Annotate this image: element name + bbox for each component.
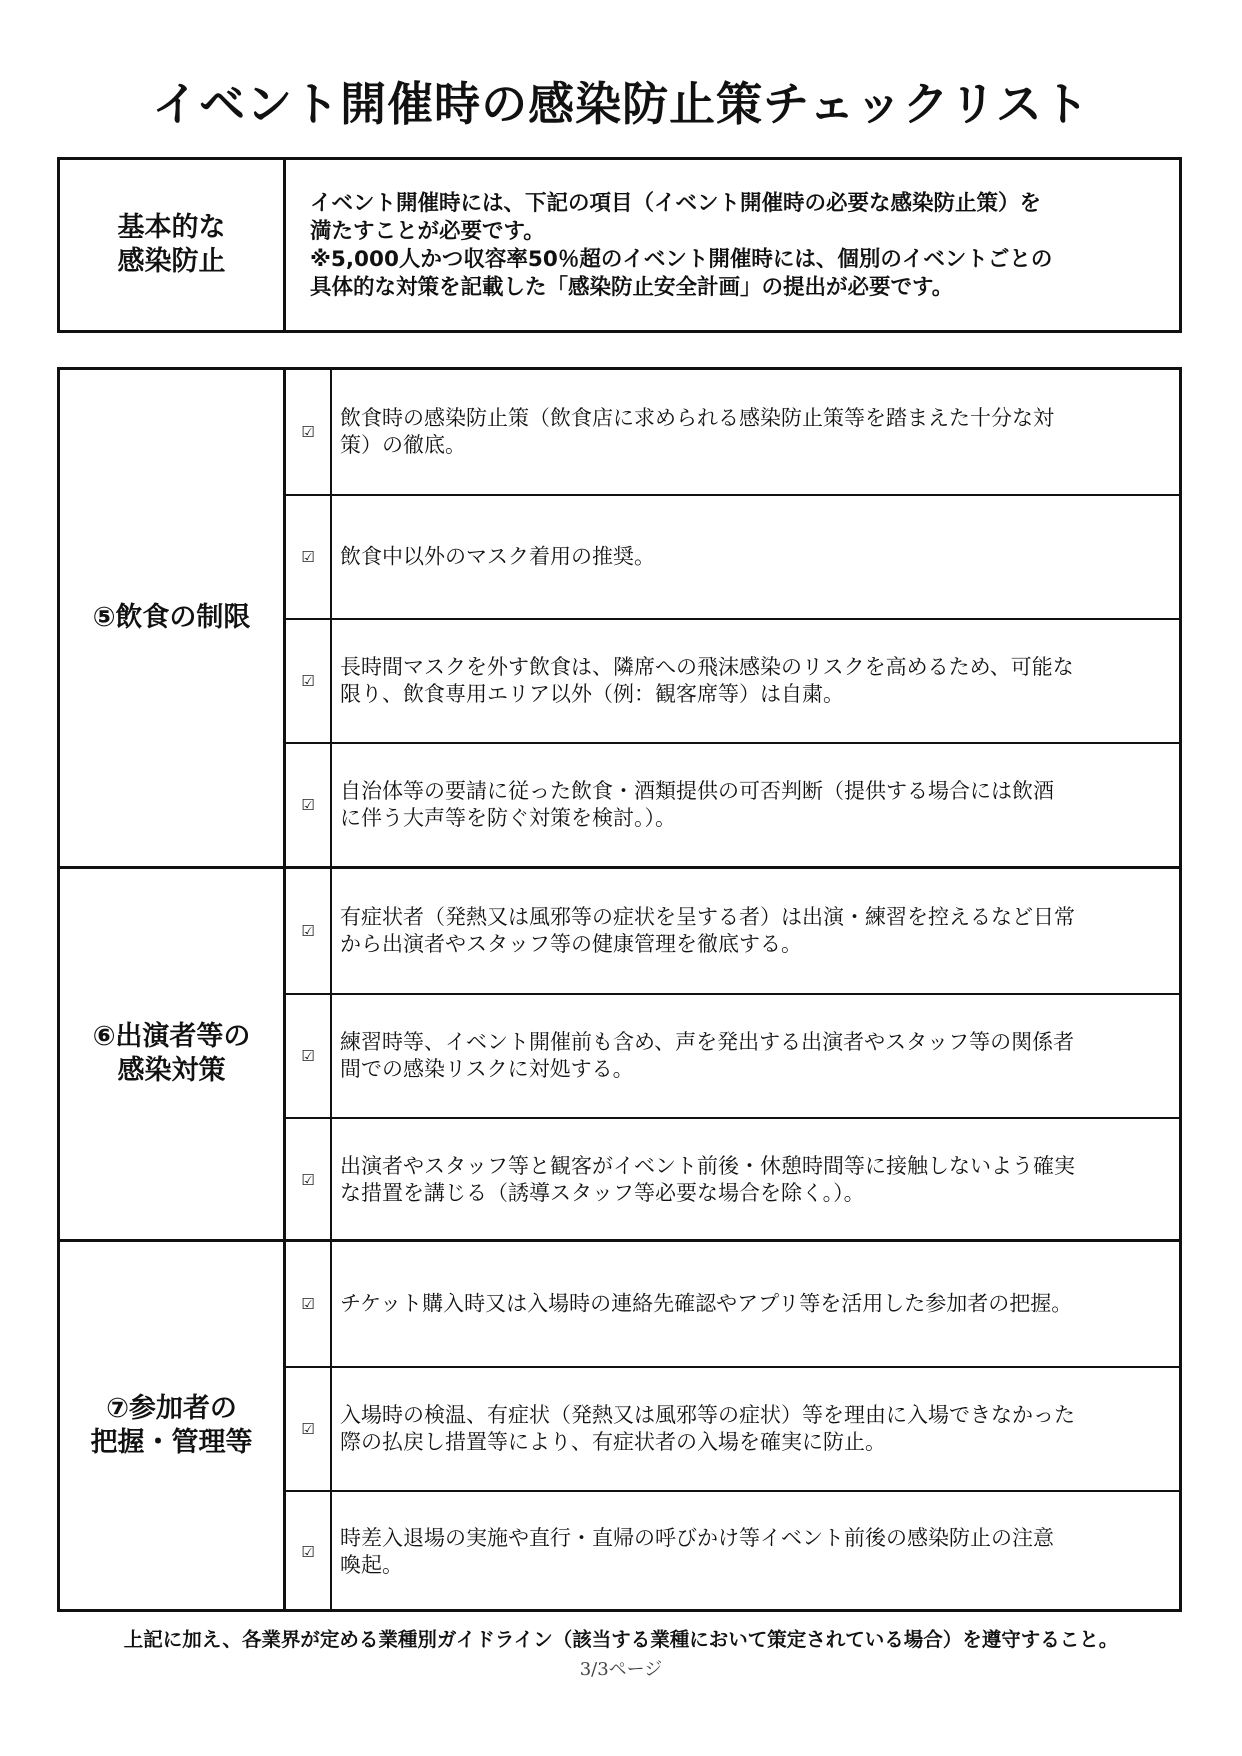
page-number: 3/3ページ (579, 1659, 663, 1680)
item-text-line: 時差入退場の実施や直行・直帰の呼びかけ等イベント前後の感染防止の注意 (340, 1526, 1054, 1550)
section-label (60, 869, 286, 1239)
basic-text-line: 満たすことが必要です。 (310, 219, 545, 244)
item-text-line: チケット購入時又は入場時の連絡先確認やアプリ等を活用した参加者の把握。 (340, 1291, 1073, 1316)
item-text (340, 904, 1175, 958)
checkbox-icon[interactable]: ☑ (301, 1046, 315, 1065)
item-text-line: に伴う大声等を防ぐ対策を検討。）。 (340, 806, 676, 830)
basic-measures-label (60, 160, 286, 330)
footer-note: 上記に加え、各業界が定める業種別ガイドライン（該当する業種において策定されている場合）を遵守すること。 (123, 1628, 1119, 1651)
item-text-line: 出演者やスタッフ等と観客がイベント前後・休憩時間等に接触しないよう確実 (340, 1154, 1075, 1178)
checkbox-cell[interactable] (286, 620, 332, 742)
checklist-item (286, 1490, 1179, 1612)
basic-measures-box (57, 157, 1182, 333)
checklist-item (286, 1366, 1179, 1490)
checkbox-cell[interactable] (286, 1492, 332, 1612)
item-text (340, 1525, 1175, 1579)
item-text (340, 1029, 1175, 1083)
checkbox-cell[interactable] (286, 995, 332, 1117)
item-text-line: 間での感染リスクに対処する。 (340, 1057, 634, 1081)
basic-measures-text (310, 190, 1170, 302)
basic-text-line: イベント開催時には、下記の項目（イベント開催時の必要な感染防止策）を (310, 191, 1042, 216)
item-text-line: 飲食時の感染防止策（飲食店に求められる感染防止策等を踏まえた十分な対 (340, 406, 1054, 430)
item-text-line: 有症状者（発熱又は風邪等の症状を呈する者）は出演・練習を控えるなど日常 (340, 905, 1075, 929)
item-text-line: な措置を講じる（誘導スタッフ等必要な場合を除く。）。 (340, 1181, 865, 1205)
item-text (340, 1291, 1175, 1318)
checklist-table (57, 367, 1182, 1612)
basic-text-line: 具体的な対策を記載した「感染防止安全計画」の提出が必要です。 (310, 275, 954, 300)
checkbox-icon[interactable]: ☑ (301, 795, 315, 814)
checklist-item (286, 742, 1179, 866)
checklist-item (286, 1117, 1179, 1241)
checkbox-icon[interactable]: ☑ (301, 1294, 315, 1313)
item-text-line: 飲食中以外のマスク着用の推奨。 (340, 544, 655, 569)
checkbox-cell[interactable] (286, 496, 332, 618)
checklist-item (286, 993, 1179, 1117)
item-text-line: から出演者やスタッフ等の健康管理を徹底する。 (340, 932, 802, 956)
item-text (340, 654, 1175, 708)
page-title: イベント開催時の感染防止策チェックリスト (152, 77, 1090, 131)
basic-text-line: ※5,000人かつ収容率50％超のイベント開催時には、個別のイベントごとの (310, 247, 1053, 272)
checklist-item (286, 370, 1179, 494)
checkbox-cell[interactable] (286, 1368, 332, 1490)
section-label-line: ⑦参加者の (106, 1392, 237, 1424)
item-text-line: 策）の徹底。 (340, 433, 466, 457)
checkbox-icon[interactable]: ☑ (301, 422, 315, 441)
checkbox-icon[interactable]: ☑ (301, 671, 315, 690)
item-text-line: 際の払戻し措置等により、有症状者の入場を確実に防止。 (340, 1430, 886, 1454)
checkbox-cell[interactable] (286, 370, 332, 494)
item-text (340, 1402, 1175, 1456)
basic-label-line: 感染防止 (117, 246, 226, 277)
item-text-line: 自治体等の要請に従った飲食・酒類提供の可否判断（提供する場合には飲酒 (340, 779, 1054, 803)
section-label (60, 1242, 286, 1609)
item-text-line: 練習時等、イベント開催前も含め、声を発出する出演者やスタッフ等の関係者 (340, 1030, 1075, 1054)
checkbox-cell[interactable] (286, 869, 332, 993)
checkbox-icon[interactable]: ☑ (301, 547, 315, 566)
basic-label-line: 基本的な (117, 212, 226, 243)
item-text-line: 限り、飲食専用エリア以外（例：観客席等）は自粛。 (340, 682, 844, 706)
item-text-line: 入場時の検温、有症状（発熱又は風邪等の症状）等を理由に入場できなかった (340, 1403, 1075, 1427)
section-performer-measures (60, 866, 1179, 1239)
section-label (60, 370, 286, 866)
item-text (340, 778, 1175, 832)
item-text (340, 1153, 1175, 1207)
checkbox-icon[interactable]: ☑ (301, 1542, 315, 1561)
item-text-line: 長時間マスクを外す飲食は、隣席への飛沫感染のリスクを高めるため、可能な (340, 655, 1074, 679)
checkbox-icon[interactable]: ☑ (301, 1170, 315, 1189)
checkbox-icon[interactable]: ☑ (301, 921, 315, 940)
section-label-line: ⑥出演者等の (92, 1021, 251, 1052)
checklist-item (286, 1242, 1179, 1366)
checklist-item (286, 869, 1179, 993)
checklist-item (286, 494, 1179, 618)
section-label-line: 把握・管理等 (90, 1426, 253, 1458)
section-label-line: ⑤飲食の制限 (92, 602, 251, 633)
checklist-item (286, 618, 1179, 742)
checkbox-icon[interactable]: ☑ (301, 1419, 315, 1438)
item-text (340, 405, 1175, 459)
checkbox-cell[interactable] (286, 1242, 332, 1366)
section-label-line: 感染対策 (117, 1055, 226, 1086)
item-text-line: 喚起。 (340, 1553, 403, 1577)
checkbox-cell[interactable] (286, 744, 332, 866)
item-text (340, 544, 1175, 571)
section-eating-restrictions (60, 370, 1179, 866)
checkbox-cell[interactable] (286, 1119, 332, 1241)
section-participant-management (60, 1239, 1179, 1609)
